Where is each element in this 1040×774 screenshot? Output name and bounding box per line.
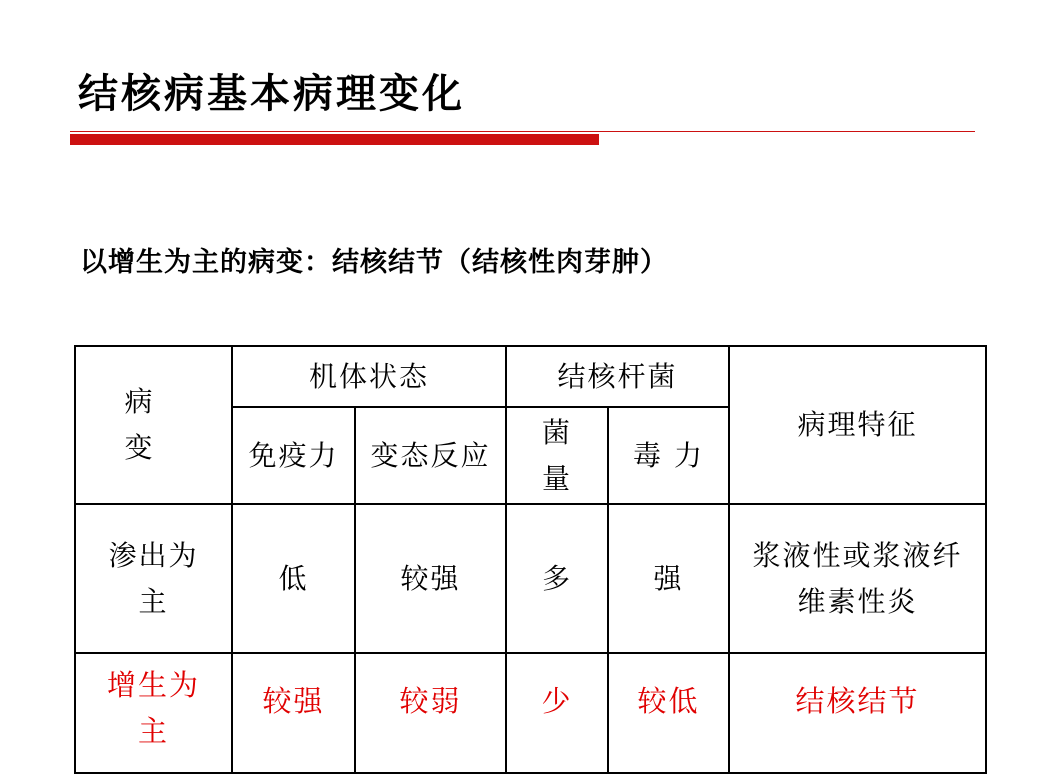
row-pathology: 浆液性或浆液纤维素性炎 bbox=[729, 504, 986, 653]
header-pathology: 病理特征 bbox=[729, 346, 986, 504]
row-pathology: 结核结节 bbox=[729, 653, 986, 773]
row-amount: 多 bbox=[506, 504, 608, 653]
title-underline-thin bbox=[70, 131, 975, 132]
slide-subtitle: 以增生为主的病变：结核结节（结核性肉芽肿） bbox=[80, 247, 668, 278]
header-allergy: 变态反应 bbox=[355, 407, 506, 504]
header-amount: 菌量 bbox=[506, 407, 608, 504]
row-allergy: 较强 bbox=[355, 504, 506, 653]
pathology-table bbox=[74, 345, 987, 774]
header-lesion: 病 变 bbox=[75, 346, 232, 504]
title-underline-thick bbox=[70, 134, 599, 145]
table-row bbox=[75, 504, 986, 653]
row-lesion: 渗出为主 bbox=[75, 504, 232, 653]
row-lesion: 增生为主 bbox=[75, 653, 232, 773]
header-row-top bbox=[75, 346, 986, 407]
row-virulence: 强 bbox=[608, 504, 729, 653]
row-immunity: 低 bbox=[232, 504, 355, 653]
header-immunity: 免疫力 bbox=[232, 407, 355, 504]
header-host-state: 机体状态 bbox=[232, 346, 506, 407]
header-virulence: 毒 力 bbox=[608, 407, 729, 504]
header-bacteria: 结核杆菌 bbox=[506, 346, 729, 407]
row-allergy: 较弱 bbox=[355, 653, 506, 773]
row-immunity: 较强 bbox=[232, 653, 355, 773]
row-virulence: 较低 bbox=[608, 653, 729, 773]
row-amount: 少 bbox=[506, 653, 608, 773]
table-row bbox=[75, 653, 986, 773]
slide-title: 结核病基本病理变化 bbox=[78, 71, 465, 117]
